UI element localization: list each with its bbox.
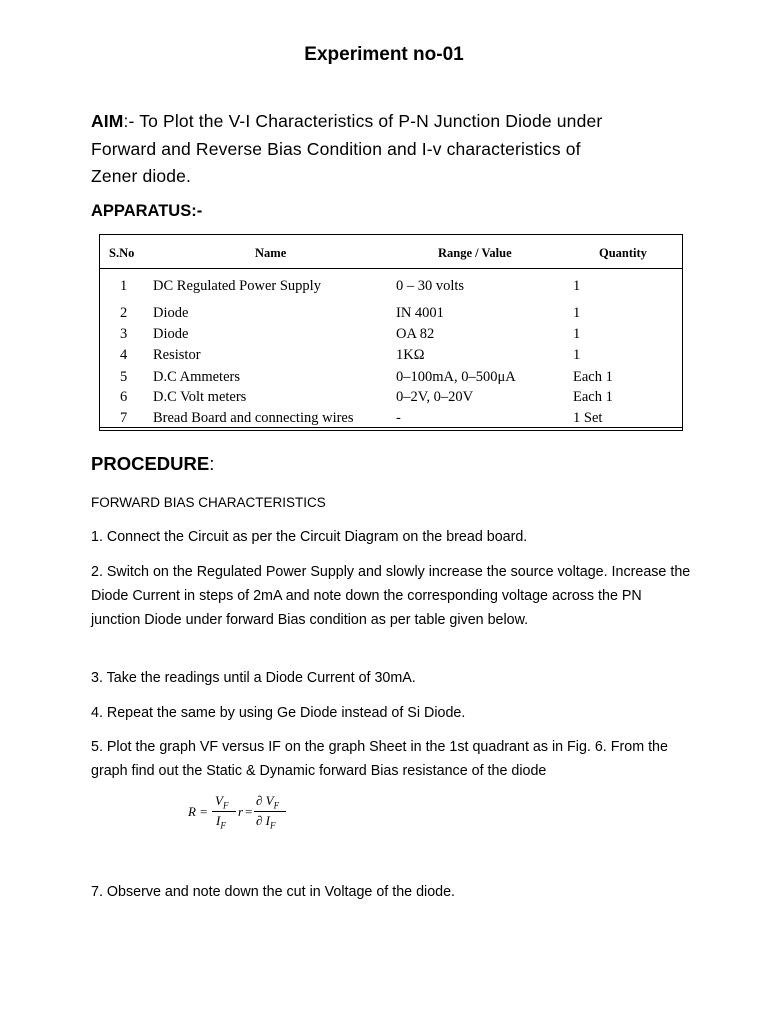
aim-label: AIM [91, 111, 124, 131]
aim-line-2: Forward and Reverse Bias Condition and I-v characteristics of [91, 138, 581, 159]
table-cell-sno: 3 [120, 326, 128, 342]
table-border-left [99, 234, 100, 430]
procedure-heading: PROCEDURE: [91, 453, 215, 474]
table-cell-range: 1KΩ [396, 347, 425, 363]
table-cell-range: 0–100mA, 0–500μA [396, 369, 516, 385]
table-cell-quantity: 1 [573, 305, 581, 321]
table-border-bottom-double [99, 430, 683, 431]
table-cell-quantity: 1 Set [573, 410, 603, 426]
apparatus-heading: APPARATUS:- [91, 202, 203, 220]
table-cell-name: Resistor [153, 347, 201, 363]
procedure-step-1: 1. Connect the Circuit as per the Circuit Diagram on the bread board. [91, 529, 528, 545]
table-cell-quantity: 1 [573, 347, 581, 363]
table-cell-range: 0 – 30 volts [396, 278, 465, 294]
table-header-sno: S.No [109, 246, 135, 260]
table-header-range: Range / Value [438, 246, 512, 260]
table-cell-quantity: Each 1 [573, 369, 613, 385]
table-cell-name: Diode [153, 326, 189, 342]
table-cell-sno: 1 [120, 278, 128, 294]
table-cell-sno: 5 [120, 369, 128, 385]
table-cell-name: Bread Board and connecting wires [153, 410, 354, 426]
procedure-step-2: 2. Switch on the Regulated Power Supply and slowly increase the source voltage. Increase the Diode Current in steps of 2mA and note down the corresponding voltage across the PN junction Diode under forward Bias condition as per table given below. [91, 564, 691, 628]
page-title: Experiment no-01 [304, 44, 464, 65]
table-cell-range: IN 4001 [396, 305, 444, 321]
table-cell-quantity: 1 [573, 326, 581, 342]
table-header-name: Name [255, 246, 287, 260]
table-cell-sno: 2 [120, 305, 128, 321]
table-cell-quantity: 1 [573, 278, 581, 294]
forward-bias-subheading: FORWARD BIAS CHARACTERISTICS [91, 495, 326, 510]
aim-line-3: Zener diode. [91, 166, 192, 186]
table-cell-name: D.C Ammeters [153, 369, 240, 385]
table-border-top [99, 234, 683, 235]
aim-paragraph [91, 108, 701, 191]
procedure-step-3: 3. Take the readings until a Diode Current of 30mA. [91, 670, 416, 686]
table-border-right [682, 234, 683, 430]
aim-line-1: AIM:- To Plot the V-I Characteristics of P-N Junction Diode under [91, 111, 603, 131]
procedure-step-5: 5. Plot the graph VF versus IF on the graph Sheet in the 1st quadrant as in Fig. 6. From the graph find out the Static & Dynamic forward Bias resistance of the diode [91, 739, 668, 779]
table-cell-range: 0–2V, 0–20V [396, 389, 474, 405]
procedure-step-4: 4. Repeat the same by using Ge Diode instead of Si Diode. [91, 705, 466, 721]
table-cell-range: - [396, 410, 401, 426]
table-cell-name: Diode [153, 305, 189, 321]
fraction-bar [212, 811, 236, 812]
table-cell-sno: 7 [120, 410, 128, 426]
table-border-bottom [99, 427, 683, 428]
apparatus-table [99, 234, 683, 430]
table-cell-quantity: Each 1 [573, 389, 613, 405]
resistance-formula: R = $V_F$ $I_F$ r = ∂ $V_F$ ∂ $I_F$ [188, 793, 308, 843]
table-cell-range: OA 82 [396, 326, 435, 342]
table-header-rule [99, 268, 683, 269]
table-cell-sno: 4 [120, 347, 128, 363]
procedure-step-7: 7. Observe and note down the cut in Voltage of the diode. [91, 884, 456, 900]
table-header-quantity: Quantity [599, 246, 647, 260]
table-cell-name: D.C Volt meters [153, 389, 247, 405]
table-cell-sno: 6 [120, 389, 128, 405]
fraction-bar [254, 811, 286, 812]
table-cell-name: DC Regulated Power Supply [153, 278, 321, 294]
